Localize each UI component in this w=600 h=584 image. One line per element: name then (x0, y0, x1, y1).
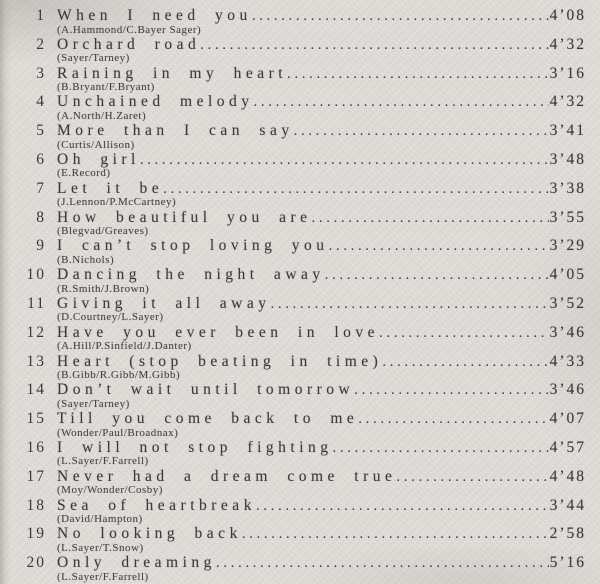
track-title-line (24, 237, 584, 254)
track-writers: (Sayer/Tarney) (57, 397, 130, 410)
track-writers: (B.Gibb/R.Gibb/M.Gibb) (57, 369, 181, 382)
track-number: 12 (26, 323, 46, 341)
track-title: Never had a dream come true (57, 467, 397, 485)
track-duration: 4’33 (549, 352, 586, 370)
track-title-line (24, 65, 584, 82)
track-duration: 3’46 (549, 323, 586, 341)
track-duration: 2’58 (549, 525, 586, 543)
track-title-line (24, 266, 584, 283)
track-title: More than I can say (57, 122, 294, 140)
track-title-line (24, 36, 584, 53)
track-title-line (24, 93, 584, 110)
track-title: Heart (stop beating in time) (57, 352, 383, 370)
track-title: Let it be (57, 179, 164, 197)
track-title: I can’t stop loving you (57, 237, 329, 255)
track-writers: (David/Hampton) (57, 513, 143, 526)
track-title-line (24, 324, 584, 341)
track-row (24, 209, 584, 238)
track-number: 7 (36, 179, 46, 197)
track-row (24, 93, 584, 122)
track-duration: 3’16 (549, 64, 586, 82)
track-writers: (J.Lennon/P.McCartney) (57, 196, 177, 209)
track-title-line (24, 525, 584, 542)
dotted-leader (163, 180, 548, 198)
track-row (24, 266, 584, 295)
track-number: 19 (26, 525, 46, 543)
track-row (24, 36, 584, 65)
track-duration: 3’48 (549, 150, 586, 168)
track-number: 3 (36, 64, 46, 82)
track-title: Oh girl (57, 150, 140, 168)
track-row (24, 295, 584, 324)
track-number: 10 (26, 266, 46, 284)
track-title-line (24, 122, 584, 139)
track-title-line (24, 209, 584, 226)
dotted-leader (271, 295, 549, 313)
track-row (24, 381, 584, 410)
track-title: When I need you (57, 7, 252, 24)
dotted-leader (200, 36, 548, 54)
track-duration: 4’32 (549, 93, 586, 111)
track-title: Don’t wait until tomorrow (57, 381, 355, 399)
track-writers: (Sayer/Tarney) (57, 52, 130, 65)
track-writers: (B.Nichols) (57, 253, 115, 266)
track-writers: (L.Sayer/F.Farrell) (57, 570, 149, 583)
track-writers: (D.Courtney/L.Sayer) (57, 311, 164, 324)
track-duration: 4’32 (549, 35, 586, 53)
track-title: Dancing the night away (57, 266, 325, 284)
track-row (24, 353, 584, 382)
track-duration: 4’48 (549, 467, 586, 485)
track-title-line (24, 151, 584, 168)
track-title: Only dreaming (57, 554, 216, 572)
track-number: 14 (26, 381, 46, 399)
track-writers: (Curtis/Allison) (57, 138, 135, 151)
dotted-leader (382, 353, 548, 371)
dotted-leader (287, 65, 549, 83)
track-duration: 4’05 (549, 266, 586, 284)
track-row (24, 410, 584, 439)
track-title-line (24, 7, 584, 24)
track-row (24, 151, 584, 180)
track-number: 2 (36, 35, 46, 53)
track-title: Giving it all away (57, 294, 271, 312)
track-duration: 3’44 (549, 496, 586, 514)
dotted-leader (333, 439, 549, 457)
track-title-line (24, 295, 584, 312)
dotted-leader (329, 237, 549, 255)
track-duration: 3’38 (549, 179, 586, 197)
track-duration: 4’07 (549, 410, 586, 428)
track-duration: 4’08 (549, 7, 586, 24)
track-title-line (24, 497, 584, 514)
dotted-leader (396, 468, 548, 486)
track-writers: (L.Sayer/T.Snow) (57, 541, 144, 554)
track-title: Raining in my heart (57, 64, 288, 82)
track-title-line (24, 381, 584, 398)
track-row (24, 554, 584, 583)
track-row (24, 525, 584, 554)
track-number: 6 (36, 150, 46, 168)
track-row (24, 497, 584, 526)
track-list (24, 7, 584, 583)
track-title: Have you ever been in love (57, 323, 380, 341)
track-number: 13 (26, 352, 46, 370)
track-title: How beautiful you are (57, 208, 312, 226)
track-row (24, 324, 584, 353)
dotted-leader (358, 410, 548, 428)
track-title-line (24, 410, 584, 427)
track-writers: (Wonder/Paul/Broadnax) (57, 426, 179, 439)
track-title: Till you come back to me (57, 410, 359, 428)
track-duration: 3’55 (549, 208, 586, 226)
dotted-leader (325, 266, 549, 284)
dotted-leader (254, 93, 549, 111)
track-writers: (L.Sayer/F.Farrell) (57, 455, 149, 468)
track-title: Unchained melody (57, 93, 254, 111)
track-writers: (Blegvad/Greaves) (57, 225, 149, 238)
track-duration: 3’46 (549, 381, 586, 399)
track-row (24, 7, 584, 36)
track-title: Orchard road (57, 35, 201, 53)
track-writers: (Moy/Wonder/Cosby) (57, 484, 163, 497)
track-duration: 3’52 (549, 294, 586, 312)
track-number: 15 (26, 410, 46, 428)
track-title-line (24, 439, 584, 456)
track-title-line (24, 180, 584, 197)
track-number: 9 (36, 237, 46, 255)
track-row (24, 180, 584, 209)
track-number: 1 (36, 7, 46, 24)
track-duration: 3’41 (549, 122, 586, 140)
track-row (24, 468, 584, 497)
track-title: No looking back (57, 525, 242, 543)
track-row (24, 122, 584, 151)
dotted-leader (252, 7, 549, 25)
track-duration: 3’29 (549, 237, 586, 255)
track-title: I will not stop fighting (57, 438, 333, 456)
track-title-line (24, 353, 584, 370)
track-number: 8 (36, 208, 46, 226)
track-number: 11 (27, 294, 46, 312)
track-number: 20 (26, 554, 46, 572)
track-number: 18 (26, 496, 46, 514)
track-number: 16 (26, 438, 46, 456)
track-number: 17 (26, 467, 46, 485)
dotted-leader (354, 381, 548, 399)
track-title: Sea of heartbreak (57, 496, 256, 514)
track-writers: (R.Smith/J.Brown) (57, 282, 150, 295)
dotted-leader (242, 525, 549, 543)
dotted-leader (379, 324, 549, 342)
track-number: 4 (36, 93, 46, 111)
dotted-leader (256, 497, 549, 515)
track-title-line (24, 554, 584, 571)
track-row (24, 65, 584, 94)
track-writers: (E.Record) (57, 167, 111, 180)
dotted-leader (312, 209, 549, 227)
dotted-leader (294, 122, 549, 140)
track-writers: (A.Hill/P.Sinfield/J.Danter) (57, 340, 192, 353)
dotted-leader (216, 554, 549, 572)
track-row (24, 439, 584, 468)
track-writers: (B.Bryant/F.Bryant) (57, 81, 155, 94)
dotted-leader (140, 151, 549, 169)
track-row (24, 237, 584, 266)
track-number: 5 (36, 122, 46, 140)
track-title-line (24, 468, 584, 485)
track-writers: (A.Hammond/C.Bayer Sager) (57, 23, 202, 36)
track-duration: 4’57 (549, 438, 586, 456)
track-writers: (A.North/H.Zaret) (57, 109, 147, 122)
track-duration: 5’16 (549, 554, 586, 572)
